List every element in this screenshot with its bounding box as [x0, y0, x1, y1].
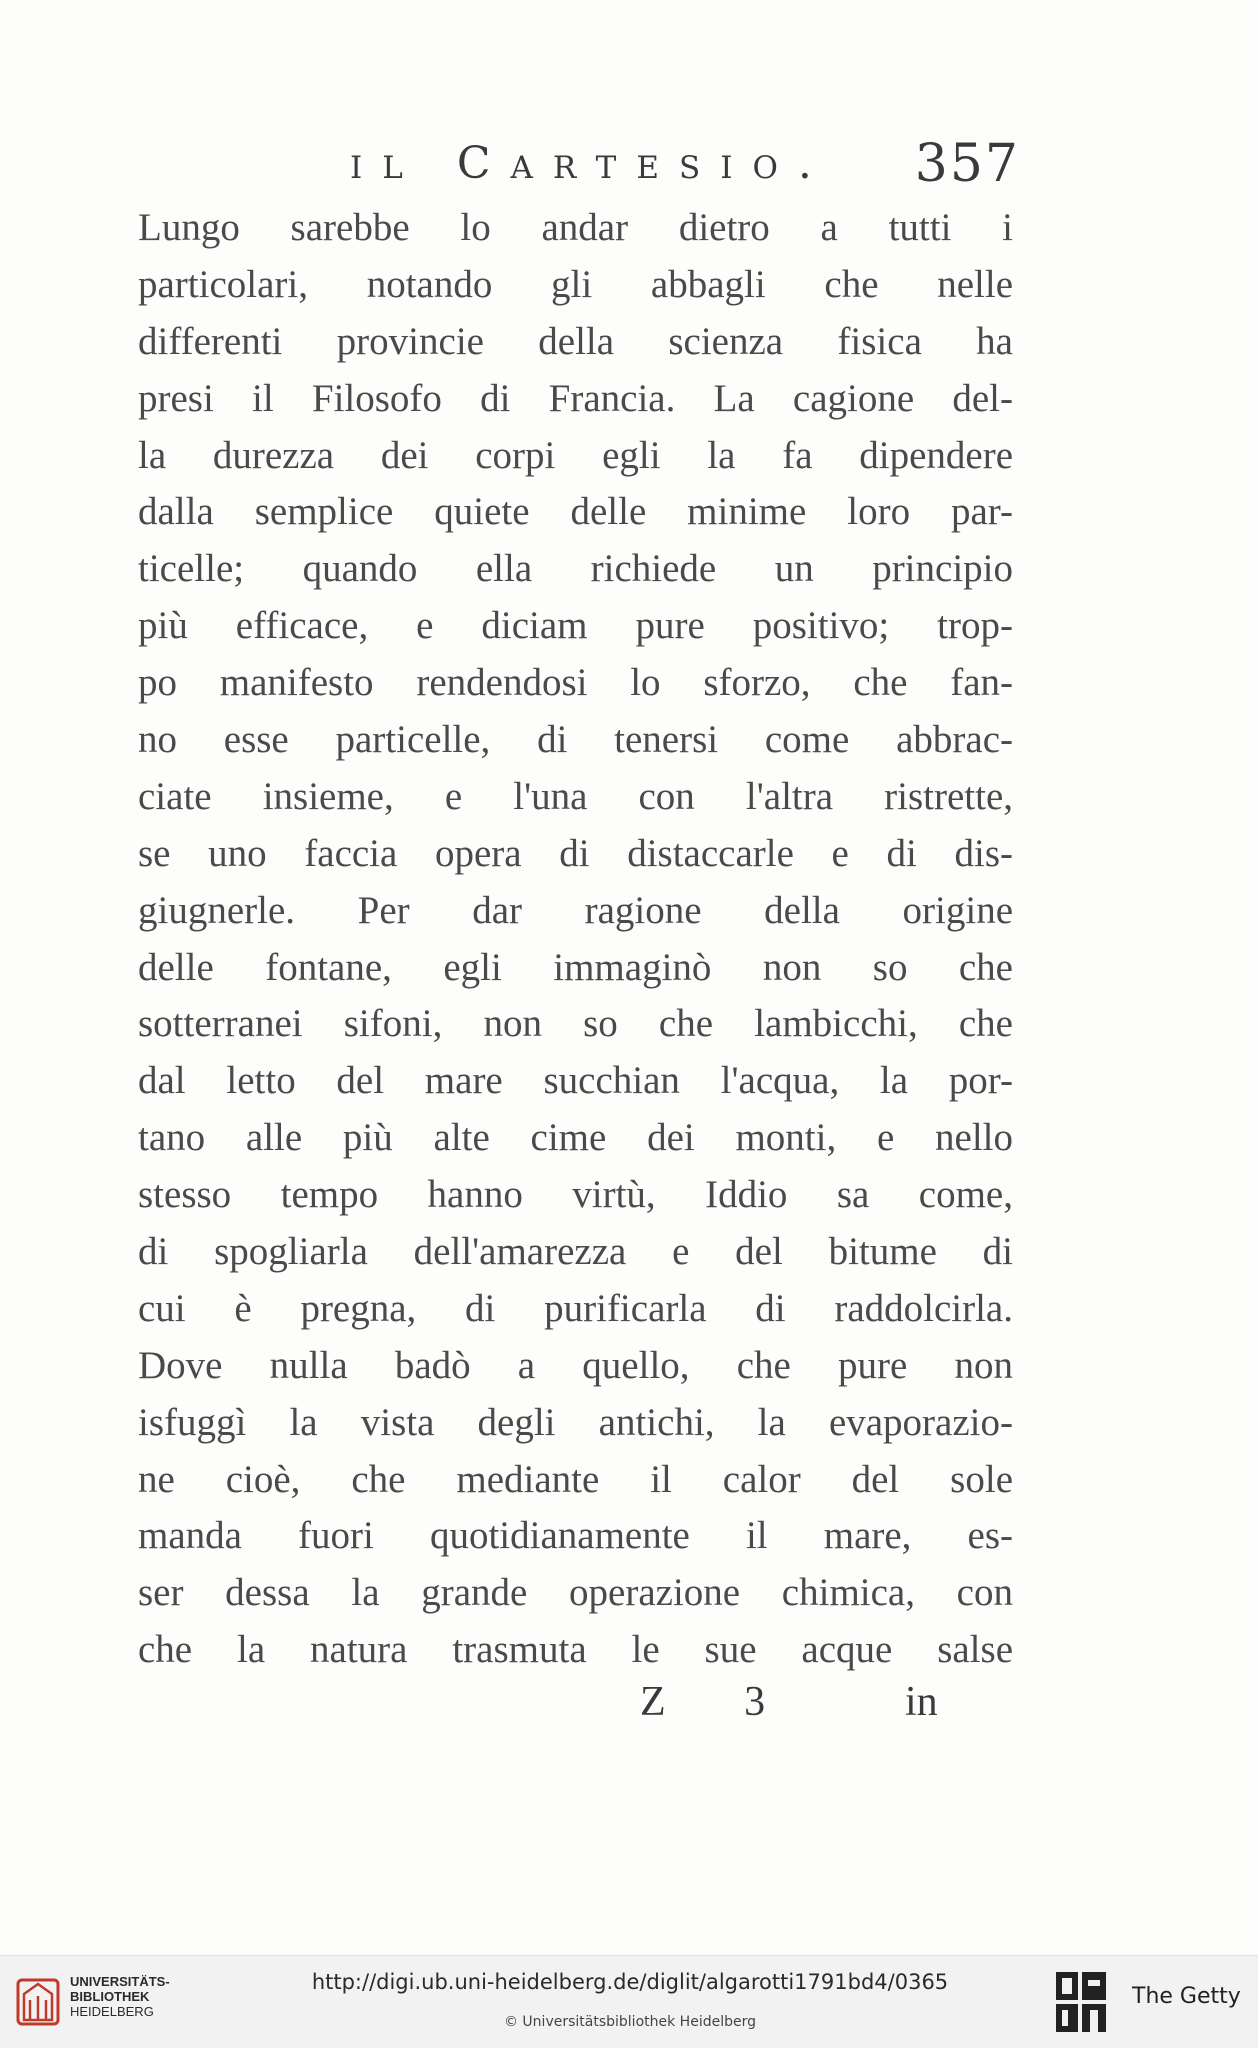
- text-line: sotterranei sifoni, non so che lambicchi, che: [138, 1002, 1013, 1046]
- text-line: ciate insieme, e l'una con l'altra ristrette,: [138, 774, 1013, 818]
- text-line: stesso tempo hanno virtù, Iddio sa come,: [138, 1173, 1013, 1217]
- text-line: se uno faccia opera di distaccarle e di dis-: [138, 831, 1013, 875]
- viewer-footer-bar: [0, 1955, 1258, 2048]
- running-title: il Cartesio.: [350, 138, 832, 189]
- page-footer: [0, 1678, 1258, 1748]
- getty-logo-icon: [1054, 1970, 1108, 2034]
- catchword: in: [905, 1679, 938, 1725]
- text-line: tano alle più alte cime dei monti, e nello: [138, 1116, 1013, 1160]
- permalink-url[interactable]: http://digi.ub.uni-heidelberg.de/diglit/algarotti1791bd4/0365: [311, 1970, 949, 1994]
- library-label-line: UNIVERSITÄTS-: [70, 1974, 170, 1989]
- text-line: presi il Filosofo di Francia. La cagione del-: [138, 376, 1013, 420]
- page-number: 357: [914, 134, 1020, 194]
- text-line: di spogliarla dell'amarezza e del bitume di: [138, 1230, 1013, 1274]
- text-line: particolari, notando gli abbagli che nelle: [138, 262, 1013, 306]
- text-line: cui è pregna, di purificarla di raddolcirla.: [138, 1286, 1013, 1330]
- text-line: giugnerle. Per dar ragione della origine: [138, 888, 1013, 932]
- text-line: Dove nulla badò a quello, che pure non: [138, 1343, 1013, 1387]
- text-line: la durezza dei corpi egli la fa dipendere: [138, 433, 1013, 477]
- text-line: differenti provincie della scienza fisica ha: [138, 319, 1013, 363]
- text-line: no esse particelle, di tenersi come abbrac-: [138, 718, 1013, 762]
- text-line: dalla semplice quiete delle minime loro par-: [138, 490, 1013, 534]
- text-line: delle fontane, egli immaginò non so che: [138, 945, 1013, 989]
- university-library-seal-icon: [14, 1976, 62, 2028]
- text-line: dal letto del mare succhian l'acqua, la por-: [138, 1059, 1013, 1103]
- text-line: ticelle; quando ella richiede un principio: [138, 547, 1013, 591]
- library-label: [70, 1974, 170, 2019]
- text-line: manda fuori quotidianamente il mare, es-: [138, 1514, 1013, 1558]
- text-line: Lungo sarebbe lo andar dietro a tutti i: [138, 206, 1013, 249]
- library-label-line: BIBLIOTHEK: [70, 1989, 150, 2004]
- text-line: più efficace, e diciam pure positivo; trop-: [138, 604, 1013, 648]
- getty-label: The Getty: [1132, 1984, 1241, 2009]
- text-line: ser dessa la grande operazione chimica, con: [138, 1571, 1013, 1615]
- text-line: isfuggì la vista degli antichi, la evaporazio-: [138, 1400, 1013, 1444]
- copyright-notice: © Universitätsbibliothek Heidelberg: [503, 2014, 756, 2030]
- text-line: ne cioè, che mediante il calor del sole: [138, 1457, 1013, 1501]
- signature-mark: Z 3: [640, 1679, 800, 1725]
- text-line: che la natura trasmuta le sue acque salse: [138, 1628, 1013, 1672]
- library-label-line: HEIDELBERG: [70, 2004, 154, 2019]
- body-text: [138, 200, 1013, 1679]
- text-line: po manifesto rendendosi lo sforzo, che fan-: [138, 661, 1013, 705]
- page-header: [350, 134, 1030, 198]
